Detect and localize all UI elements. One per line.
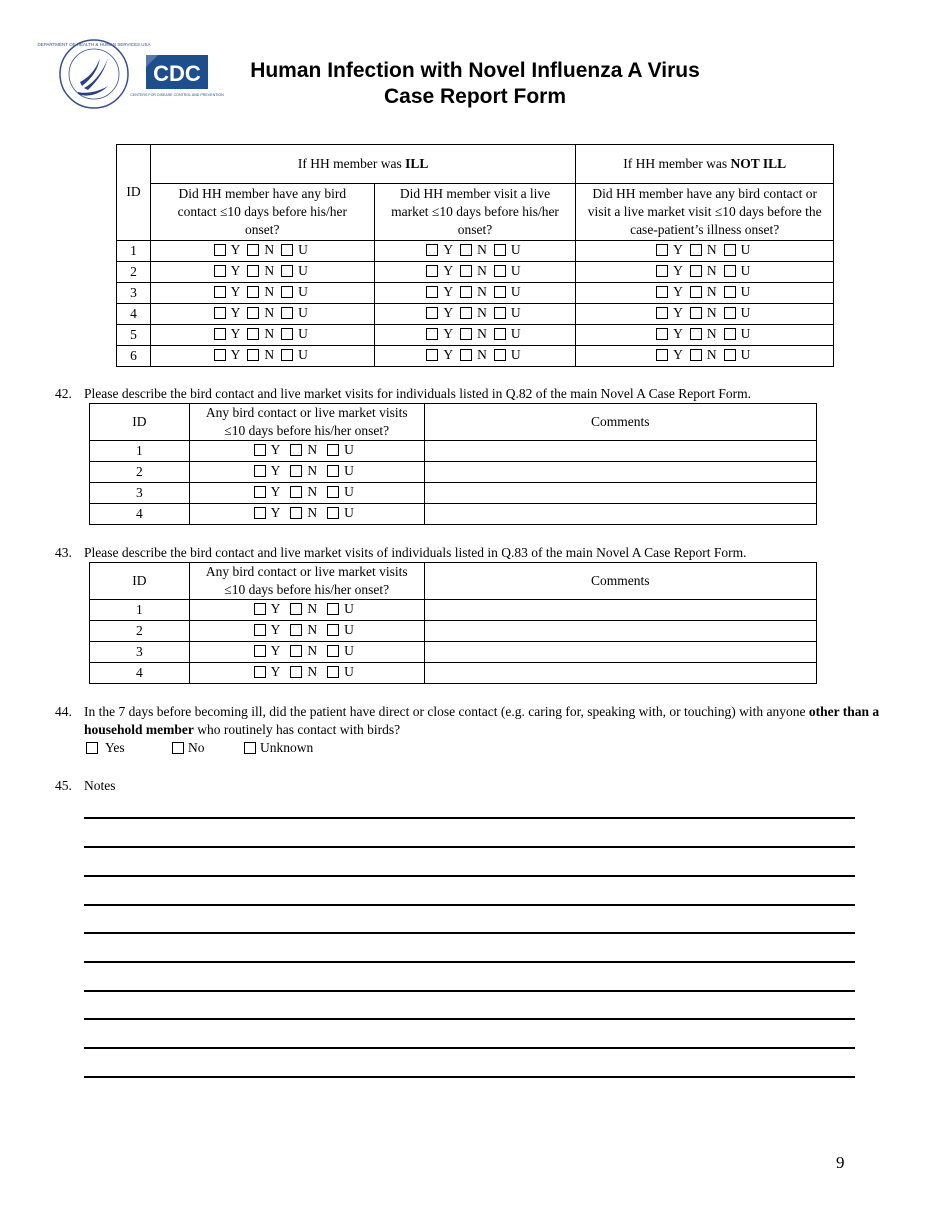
unknown-label: U	[344, 643, 354, 658]
row-id: 3	[90, 642, 190, 663]
id-header: ID	[117, 145, 151, 241]
cdc-logo-text: CDC	[153, 61, 201, 86]
page-title	[240, 58, 710, 110]
unknown-checkbox[interactable]	[494, 244, 506, 256]
yes-label: Y	[270, 505, 281, 520]
no-label: N	[477, 326, 487, 341]
notes-line[interactable]	[84, 817, 855, 819]
yes-label: Y	[230, 263, 241, 278]
question-text: In the 7 days before becoming ill, did the patient have direct or close contact (e.g. caring for, speaking with, or touching) with anyone other than a household member who routinely has contact with birds?	[84, 704, 880, 737]
question-number: 42.	[55, 386, 72, 401]
yes-checkbox[interactable]	[254, 603, 266, 615]
no-checkbox[interactable]	[290, 603, 302, 615]
unknown-checkbox[interactable]	[281, 307, 293, 319]
not-ill-header: If HH member was NOT ILL	[576, 145, 834, 184]
bird-contact-header: Any bird contact or live market visits ≤10 days before his/her onset?	[189, 404, 424, 441]
comments-cell[interactable]	[424, 600, 816, 621]
ynu-options	[374, 283, 576, 304]
unknown-checkbox[interactable]	[281, 265, 293, 277]
no-label: N	[307, 463, 318, 478]
no-checkbox[interactable]	[690, 349, 702, 361]
unknown-checkbox[interactable]	[494, 265, 506, 277]
ynu-options	[150, 325, 374, 346]
unknown-label: U	[344, 484, 354, 499]
notes-line[interactable]	[84, 904, 855, 906]
comments-cell[interactable]	[424, 663, 816, 684]
row-id: 4	[90, 504, 190, 525]
no-label: N	[307, 622, 318, 637]
yes-checkbox[interactable]	[426, 265, 438, 277]
notes-line[interactable]	[84, 961, 855, 963]
no-checkbox[interactable]	[247, 265, 259, 277]
q43-table	[89, 562, 817, 684]
unknown-label: U	[298, 347, 308, 362]
ynu-options	[576, 241, 834, 262]
table-row	[90, 600, 817, 621]
comments-cell[interactable]	[424, 504, 816, 525]
no-label: N	[307, 664, 318, 679]
row-id: 2	[117, 262, 151, 283]
unknown-label: U	[510, 305, 521, 320]
no-checkbox[interactable]	[460, 286, 472, 298]
table-row	[90, 663, 817, 684]
ynu-options	[189, 642, 424, 663]
yes-label: Y	[230, 305, 241, 320]
row-id: 2	[90, 462, 190, 483]
unknown-checkbox[interactable]	[327, 603, 339, 615]
yes-checkbox[interactable]	[656, 307, 668, 319]
row-id: 1	[90, 600, 190, 621]
notes-label: Notes	[84, 778, 116, 793]
unknown-checkbox[interactable]	[327, 624, 339, 636]
yes-label: Y	[230, 284, 241, 299]
no-checkbox[interactable]	[290, 444, 302, 456]
table-row	[117, 304, 834, 325]
yes-label: Y	[270, 664, 281, 679]
unknown-label: U	[344, 622, 354, 637]
unknown-label: U	[740, 284, 751, 299]
unknown-checkbox[interactable]	[281, 244, 293, 256]
no-label: N	[477, 284, 487, 299]
table-row	[117, 325, 834, 346]
ynu-options	[576, 304, 834, 325]
table-row	[90, 621, 817, 642]
no-label: N	[264, 326, 275, 341]
page-number: 9	[836, 1153, 845, 1172]
yes-checkbox[interactable]	[254, 645, 266, 657]
live-market-header: Did HH member visit a live market ≤10 days before his/her onset?	[374, 184, 576, 241]
yes-checkbox[interactable]	[426, 307, 438, 319]
unknown-label: U	[510, 284, 521, 299]
no-label: N	[307, 601, 318, 616]
table-row	[90, 441, 817, 462]
notes-line[interactable]	[84, 1018, 855, 1020]
notes-line[interactable]	[84, 990, 855, 992]
no-checkbox[interactable]	[460, 307, 472, 319]
no-label: N	[706, 347, 717, 362]
comments-cell[interactable]	[424, 462, 816, 483]
no-checkbox[interactable]	[290, 645, 302, 657]
no-label: N	[307, 505, 318, 520]
yes-label: Y	[270, 622, 281, 637]
unknown-checkbox[interactable]	[327, 444, 339, 456]
row-id: 3	[90, 483, 190, 504]
table-row	[90, 504, 817, 525]
ynu-options	[374, 241, 576, 262]
yes-checkbox[interactable]	[426, 328, 438, 340]
q42-table	[89, 403, 817, 525]
yes-label: Y	[443, 263, 454, 278]
no-checkbox[interactable]	[690, 244, 702, 256]
table-row	[90, 483, 817, 504]
no-checkbox[interactable]	[460, 328, 472, 340]
yes-checkbox[interactable]	[254, 666, 266, 678]
unknown-checkbox[interactable]	[724, 286, 736, 298]
ynu-options	[576, 283, 834, 304]
yes-checkbox[interactable]	[254, 465, 266, 477]
yes-label: Y	[270, 442, 281, 457]
notes-line[interactable]	[84, 932, 855, 934]
no-label: N	[264, 242, 275, 257]
no-label: N	[477, 263, 487, 278]
yes-checkbox[interactable]	[426, 349, 438, 361]
no-checkbox[interactable]	[690, 328, 702, 340]
id-header: ID	[90, 563, 190, 600]
no-checkbox[interactable]	[290, 465, 302, 477]
unknown-label: U	[344, 505, 354, 520]
row-id: 4	[117, 304, 151, 325]
not-ill-contact-header: Did HH member have any bird contact or visit a live market visit ≤10 days before the case-patient’s illness onset?	[576, 184, 834, 241]
no-checkbox[interactable]	[690, 307, 702, 319]
row-id: 2	[90, 621, 190, 642]
unknown-label: U	[344, 664, 354, 679]
yes-checkbox[interactable]	[254, 624, 266, 636]
table-row	[117, 241, 834, 262]
unknown-label: U	[510, 263, 521, 278]
household-contact-table	[116, 144, 834, 367]
option-yes[interactable]: Yes	[86, 740, 125, 756]
unknown-checkbox[interactable]	[327, 666, 339, 678]
unknown-checkbox[interactable]	[494, 328, 506, 340]
question-number: 44.	[55, 704, 72, 719]
row-id: 6	[117, 346, 151, 367]
no-label: N	[706, 242, 717, 257]
ynu-options	[374, 262, 576, 283]
option-unknown[interactable]: Unknown	[244, 740, 313, 756]
notes-line[interactable]	[84, 846, 855, 848]
unknown-checkbox[interactable]	[327, 507, 339, 519]
unknown-checkbox[interactable]	[327, 465, 339, 477]
no-label: N	[264, 284, 275, 299]
yes-checkbox[interactable]	[656, 349, 668, 361]
no-label: N	[307, 442, 318, 457]
no-checkbox[interactable]	[247, 286, 259, 298]
yes-checkbox[interactable]	[214, 349, 226, 361]
no-label: N	[264, 263, 275, 278]
comments-cell[interactable]	[424, 441, 816, 462]
yes-label: Y	[230, 242, 241, 257]
table-row	[90, 462, 817, 483]
unknown-label: U	[298, 305, 308, 320]
yes-label: Y	[673, 305, 683, 320]
ynu-options	[150, 283, 374, 304]
unknown-checkbox[interactable]	[281, 349, 293, 361]
no-label: N	[706, 305, 717, 320]
unknown-checkbox[interactable]	[724, 244, 736, 256]
no-label: N	[264, 305, 275, 320]
unknown-label: U	[740, 347, 751, 362]
bird-contact-header: Any bird contact or live market visits ≤10 days before his/her onset?	[189, 563, 424, 600]
yes-checkbox[interactable]	[214, 265, 226, 277]
row-id: 4	[90, 663, 190, 684]
yes-checkbox[interactable]	[214, 307, 226, 319]
question-number: 43.	[55, 545, 72, 560]
unknown-label: U	[740, 242, 751, 257]
unknown-label: U	[740, 305, 751, 320]
no-checkbox[interactable]	[290, 486, 302, 498]
yes-label: Y	[443, 284, 454, 299]
ynu-options	[576, 325, 834, 346]
unknown-label: U	[298, 263, 308, 278]
yes-label: Y	[230, 347, 241, 362]
seal-text: DEPARTMENT OF HEALTH & HUMAN SERVICES USA	[37, 42, 151, 47]
unknown-label: U	[740, 326, 751, 341]
hhs-seal-logo	[37, 38, 151, 110]
unknown-checkbox[interactable]	[724, 349, 736, 361]
unknown-checkbox[interactable]	[281, 328, 293, 340]
unknown-label: U	[298, 242, 308, 257]
unknown-checkbox[interactable]	[724, 307, 736, 319]
no-checkbox[interactable]	[690, 265, 702, 277]
row-id: 1	[90, 441, 190, 462]
ill-header: If HH member was ILL	[150, 145, 575, 184]
yes-checkbox[interactable]	[656, 265, 668, 277]
unknown-checkbox[interactable]	[244, 742, 256, 754]
comments-header: Comments	[424, 404, 816, 441]
no-checkbox[interactable]	[247, 328, 259, 340]
no-checkbox[interactable]	[247, 307, 259, 319]
table-row	[90, 642, 817, 663]
bird-contact-header: Did HH member have any bird contact ≤10 days before his/her onset?	[150, 184, 374, 241]
no-label: N	[477, 305, 487, 320]
yes-label: Y	[673, 263, 683, 278]
no-checkbox[interactable]	[460, 244, 472, 256]
unknown-checkbox[interactable]	[724, 328, 736, 340]
no-checkbox[interactable]	[290, 666, 302, 678]
question-text: Please describe the bird contact and live market visits of individuals listed in Q.83 of the main Novel A Case Report Form.	[84, 545, 747, 560]
ynu-options	[189, 504, 424, 525]
unknown-checkbox[interactable]	[494, 286, 506, 298]
yes-checkbox[interactable]	[254, 486, 266, 498]
no-label: N	[307, 643, 318, 658]
comments-header: Comments	[424, 563, 816, 600]
table-row	[117, 283, 834, 304]
notes-line[interactable]	[84, 1076, 855, 1078]
table-row	[117, 262, 834, 283]
no-checkbox[interactable]	[460, 265, 472, 277]
cdc-logo	[130, 55, 224, 103]
yes-checkbox[interactable]	[254, 444, 266, 456]
title-line-1: Human Infection with Novel Influenza A Virus	[250, 59, 700, 82]
unknown-label: U	[740, 263, 751, 278]
ynu-options	[189, 483, 424, 504]
yes-label: Y	[673, 347, 683, 362]
yes-checkbox[interactable]	[214, 328, 226, 340]
no-label: N	[477, 347, 487, 362]
yes-label: Y	[270, 601, 281, 616]
yes-label: Y	[673, 242, 683, 257]
comments-cell[interactable]	[424, 483, 816, 504]
unknown-label: U	[298, 284, 308, 299]
unknown-checkbox[interactable]	[494, 349, 506, 361]
question-number: 45.	[55, 778, 72, 793]
yes-label: Y	[443, 326, 454, 341]
no-checkbox[interactable]	[290, 624, 302, 636]
yes-checkbox[interactable]	[426, 286, 438, 298]
row-id: 5	[117, 325, 151, 346]
title-line-2: Case Report Form	[383, 85, 567, 108]
unknown-label: U	[298, 326, 308, 341]
yes-checkbox[interactable]	[86, 742, 98, 754]
no-label: N	[307, 484, 318, 499]
yes-label: Y	[230, 326, 241, 341]
ynu-options	[189, 462, 424, 483]
notes-line[interactable]	[84, 1047, 855, 1049]
yes-checkbox[interactable]	[656, 328, 668, 340]
yes-checkbox[interactable]	[426, 244, 438, 256]
ynu-options	[374, 346, 576, 367]
comments-cell[interactable]	[424, 621, 816, 642]
question-text: Please describe the bird contact and live market visits for individuals listed in Q.82 of the main Novel A Case Report Form.	[84, 386, 751, 401]
ynu-options	[374, 304, 576, 325]
yes-label: Y	[443, 305, 454, 320]
yes-label: Y	[673, 284, 683, 299]
no-checkbox[interactable]	[290, 507, 302, 519]
yes-label: Y	[443, 242, 454, 257]
ynu-options	[189, 621, 424, 642]
ynu-options	[189, 663, 424, 684]
comments-cell[interactable]	[424, 642, 816, 663]
ynu-options	[576, 262, 834, 283]
yes-label: Y	[673, 326, 683, 341]
unknown-label: U	[344, 463, 354, 478]
yes-checkbox[interactable]	[254, 507, 266, 519]
table-row	[117, 346, 834, 367]
unknown-label: U	[344, 442, 354, 457]
option-no[interactable]: No	[172, 740, 205, 756]
no-label: N	[477, 242, 487, 257]
no-label: N	[706, 263, 717, 278]
unknown-label: U	[344, 601, 354, 616]
no-label: N	[706, 284, 717, 299]
id-header: ID	[90, 404, 190, 441]
ynu-options	[150, 346, 374, 367]
no-checkbox[interactable]	[247, 244, 259, 256]
ynu-options	[374, 325, 576, 346]
ynu-options	[150, 241, 374, 262]
row-id: 1	[117, 241, 151, 262]
no-label: N	[706, 326, 717, 341]
yes-checkbox[interactable]	[656, 244, 668, 256]
yes-checkbox[interactable]	[214, 286, 226, 298]
no-checkbox[interactable]	[690, 286, 702, 298]
no-checkbox[interactable]	[172, 742, 184, 754]
yes-checkbox[interactable]	[656, 286, 668, 298]
unknown-checkbox[interactable]	[327, 486, 339, 498]
ynu-options	[189, 600, 424, 621]
ynu-options	[576, 346, 834, 367]
ynu-options	[150, 262, 374, 283]
row-id: 3	[117, 283, 151, 304]
unknown-label: U	[510, 326, 521, 341]
unknown-checkbox[interactable]	[724, 265, 736, 277]
unknown-checkbox[interactable]	[281, 286, 293, 298]
ynu-options	[150, 304, 374, 325]
yes-label: Y	[270, 643, 281, 658]
no-checkbox[interactable]	[460, 349, 472, 361]
ynu-options	[189, 441, 424, 462]
no-checkbox[interactable]	[247, 349, 259, 361]
unknown-label: U	[510, 242, 521, 257]
cdc-tagline: CENTERS FOR DISEASE CONTROL AND PREVENTION	[130, 93, 224, 97]
yes-label: Y	[270, 484, 281, 499]
yes-label: Y	[270, 463, 281, 478]
yes-checkbox[interactable]	[214, 244, 226, 256]
no-label: N	[264, 347, 275, 362]
unknown-checkbox[interactable]	[494, 307, 506, 319]
notes-line[interactable]	[84, 875, 855, 877]
unknown-label: U	[510, 347, 521, 362]
yes-label: Y	[443, 347, 454, 362]
unknown-checkbox[interactable]	[327, 645, 339, 657]
